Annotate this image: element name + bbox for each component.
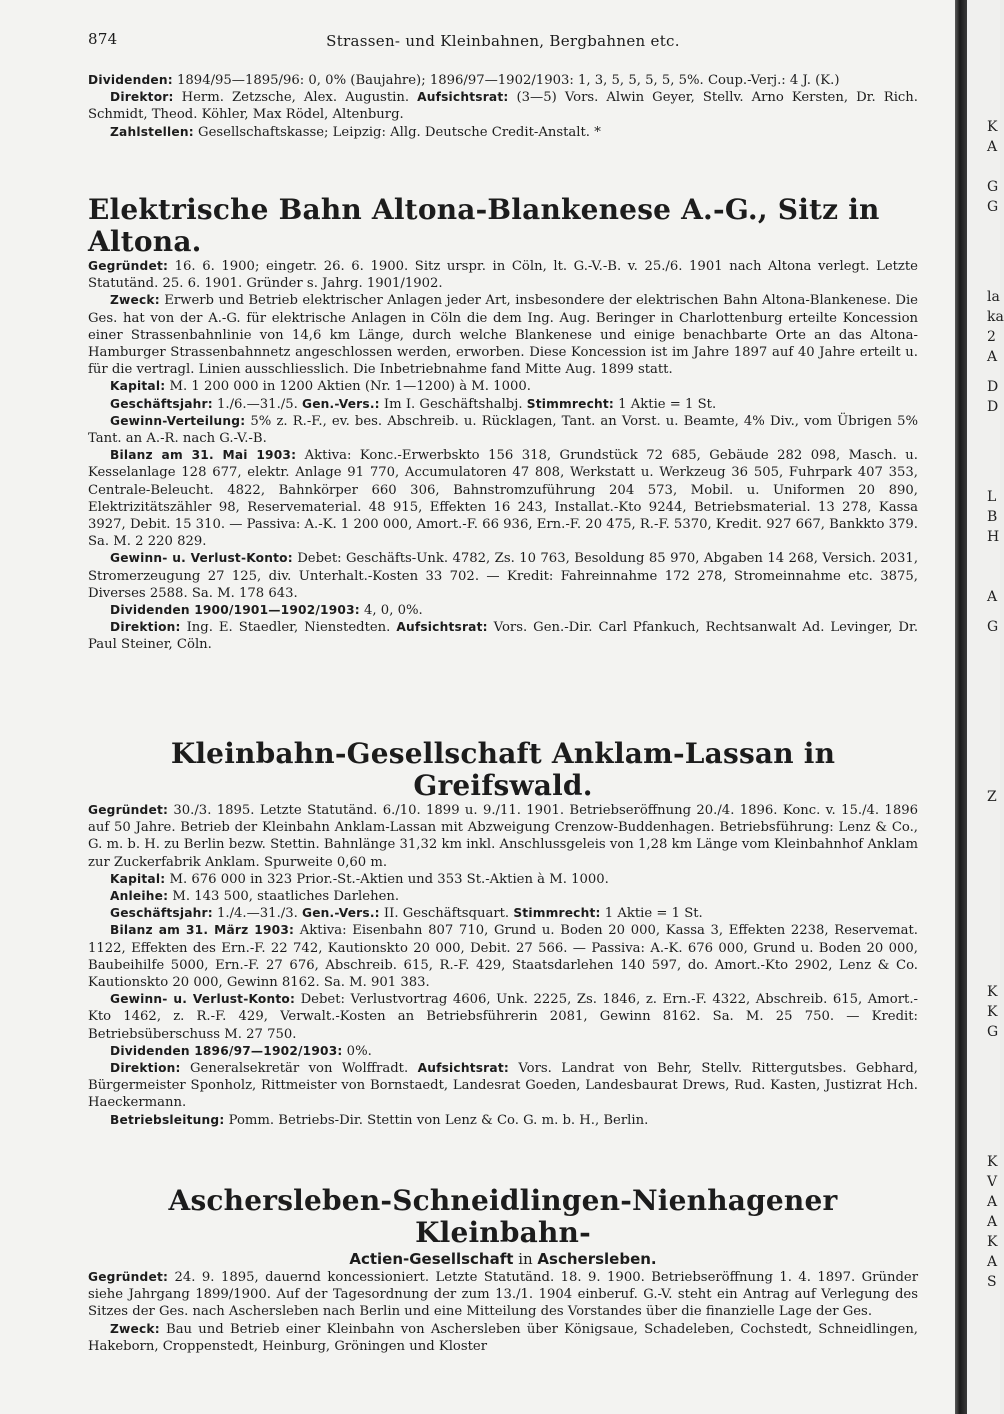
field-label: Dividenden 1896/97—1902/1903: [110,1043,343,1058]
edge-letter: S [987,1274,997,1290]
field-label: Gegründet: [88,1270,169,1284]
field-text: M. 1 200 000 in 1200 Aktien (Nr. 1—1200) à M. 1000. [165,379,531,395]
entry-paragraph [88,1043,918,1060]
edge-letter: D [987,379,999,395]
field-text: 16. 6. 1900; eingetr. 26. 6. 1900. Sitz urspr. in Cöln, lt. G.-V.-B. v. 25./6. 1901 nach Altona verlegt. Letzte Statutänd. 25. 6. 1901. Gründer s. Jahrg. 1901/1902. [88,259,918,292]
field-text: Pomm. Betriebs-Dir. Stettin von Lenz & Co. G. m. b. H., Berlin. [224,1112,649,1128]
dividends-line: Dividenden: 1894/95—1895/96: 0, 0% (Baujahre); 1896/97—1902/1903: 1, 3, 5, 5, 5, 5, 5%. Coup.-Verj.: 4 J. (K.) [88,73,840,88]
field-text: 1 Aktie = 1 St. [600,906,703,922]
field-label: Aufsichtsrat: [417,1061,509,1076]
edge-letter: K [987,119,998,135]
field-text: M. 143 500, staatliches Darlehen. [168,889,400,905]
company-title: Aschersleben-Schneidlingen-Nienhagener Kleinbahn- [168,1184,838,1249]
field-text: Im I. Geschäftshalbj. [379,396,527,412]
field-label: Direktion: [110,620,181,635]
entry-paragraph [88,258,918,292]
field-label: Gen.-Vers.: [301,906,380,921]
edge-letter: G [987,179,999,195]
entry-paragraph [88,292,918,378]
field-text: Debet: Verlustvortrag 4606, Unk. 2225, Zs. 1846, z. Ern.-F. 4322, Abschreib. 615, Amort.-Kto 1462, z. R.-F. 429, Verwalt.-Kosten an Betriebsführerin 2081, Gewinn 8162. Sa. M. 25 750. — Kredit: Betriebsüberschuss M. 27 750. [88,992,918,1042]
field-label: Bilanz am 31. Mai 1903: [110,448,297,463]
entry-paragraph [88,413,918,447]
entry-paragraph [88,619,918,653]
field-label: Zweck: [110,1321,160,1336]
edge-letter: A [987,589,998,605]
edge-letter: H [987,529,1000,545]
field-label: Kapital: [110,871,166,886]
adjacent-page-edge [967,0,1004,1414]
field-label: Anleihe: [110,889,169,904]
field-label: Geschäftsjahr: [110,396,213,411]
entry-paragraph [88,1269,918,1321]
field-text: 5% z. R.-F., ev. bes. Abschreib. u. Rücklagen, Tant. an Vorst. u. Beamte, 4% Div., vom Übrigen 5% Tant. an A.-R. nach G.-V.-B. [88,413,918,447]
edge-letter: B [987,509,998,525]
field-text: 1./4.—31./3. [212,906,302,922]
entry-paragraph [88,905,918,922]
company-title: Elektrische Bahn Altona-Blankenese A.-G., Sitz in Altona. [88,193,880,258]
entry-paragraph [88,550,918,602]
field-label: Gen.-Vers.: [301,396,380,411]
field-text: M. 676 000 in 323 Prior.-St.-Aktien und 353 St.-Aktien à M. 1000. [165,871,609,887]
field-label: Stimmrecht: [513,906,601,921]
field-text: 0%. [342,1043,372,1059]
edge-letter: V [987,1174,998,1190]
book-gutter [955,0,967,1414]
field-text: 24. 9. 1895, dauernd koncessioniert. Letzte Statutänd. 18. 9. 1900. Betriebseröffnung 1. 4. 1897. Gründer siehe Jahrgang 1899/1900. Auf der Tagesordnung der zum 13./1. 1904 einberuf. G.-V. steht ein Antrag auf Verlegung des Sitzes der Ges. nach Aschersleben nach Berlin und eine Mitteilung des Vorstandes über die finanzielle Lage der Ges. [88,1270,918,1320]
company-title: Kleinbahn-Gesellschaft Anklam-Lassan in Greifswald. [170,737,836,802]
entry-paragraph [88,1112,918,1129]
field-text: Erwerb und Betrieb elektrischer Anlagen jeder Art, insbesondere der elektrischen Bahn Altona-Blankenese. Die Ges. hat von der A.-G. für elektrische Anlagen in Cöln die dem Ing. Aug. Beringer in Charlottenburg erteilte Koncession einer Strassenbahnlinie von 14,6 km Länge, durch welche Blankenese und einige benachbarte Orte an das Altona-Hamburger Strassenbahnnetz angeschlossen werden, erworben. Diese Koncession ist im Jahre 1897 auf 40 Jahre erteilt u. für die vertragl. Linien ausschliesslich. Die Inbetriebnahme fand Mitte Aug. 1899 statt. [88,293,918,378]
field-label: Zweck: [110,293,160,308]
field-label: Kapital: [110,379,166,394]
field-text: 1./6.—31./5. [212,396,302,412]
paying-agents-line: Zahlstellen: Gesellschaftskasse; Leipzig: Allg. Deutsche Credit-Anstalt. * [110,124,601,140]
entry-paragraph [88,602,918,619]
edge-letter: K [987,984,998,1000]
entry-paragraph [88,991,918,1043]
field-label: Bilanz am 31. März 1903: [110,923,295,938]
edge-letter: A [987,1194,998,1210]
field-label: Geschäftsjahr: [110,906,213,921]
running-title: Strassen- und Kleinbahnen, Bergbahnen etc. [326,32,680,50]
company-entry-aschersleben [88,1185,918,1355]
entry-paragraph [88,871,918,888]
field-label: Stimmrecht: [526,396,614,411]
edge-letter: G [987,199,999,215]
company-entry-anklam-lassan [88,738,918,1129]
field-label: Gewinn- u. Verlust-Konto: [110,992,296,1007]
entry-paragraph [88,396,918,413]
edge-letter: 2 [987,329,996,345]
company-entry-altona-blankenese [88,194,918,654]
field-label: Gegründet: [88,259,169,273]
field-text: 1 Aktie = 1 St. [613,396,717,412]
field-label: Gewinn-Verteilung: [110,413,246,428]
page-number: 874 [88,30,118,48]
entry-paragraph [88,447,918,550]
director-line: Direktor: Herm. Zetzsche, Alex. Augustin. Aufsichtsrat: (3—5) Vors. Alwin Geyer, Stellv. Arno Kersten, Dr. Rich. Schmidt, Theod. Köhler, Max Rödel, Altenburg. [88,90,918,123]
entry-paragraph [88,888,918,905]
field-label: Gegründet: [88,803,169,817]
field-label: Betriebsleitung: [110,1112,225,1127]
edge-letter: ka [987,309,1004,325]
entry-paragraph [88,378,918,395]
field-text: Aktiva: Eisenbahn 807 710, Grund u. Boden 20 000, Kassa 3, Effekten 2238, Reservemat. 1122, Effekten des Ern.-F. 22 742, Kautionskto 20 000, Debit. 27 566. — Passiva: A.-K. 676 000, Grund u. Boden 20 000, Baubeihilfe 5000, Ern.-F. 27 676, Abschreib. 615, R.-F. 429, Staatsdarlehen 140 597, do. Amort.-Kto 2902, Lenz & Co. Kautionskto 20 000, Gewinn 8162. Sa. M. 901 383. [88,923,918,991]
running-header [88,30,918,54]
edge-letter: A [987,1214,998,1230]
field-text: 4, 0, 0%. [359,603,423,619]
company-subtitle: Actien-Gesellschaft in Aschersleben. [349,1250,657,1268]
field-text: Vors. Gen.-Dir. Carl Pfankuch, Rechtsanwalt Ad. Levinger, Dr. Paul Steiner, Cöln. [88,620,919,653]
edge-letter: K [987,1154,998,1170]
field-text: Bau und Betrieb einer Kleinbahn von Aschersleben über Königsaue, Schadeleben, Cochstedt, Schneidlingen, Hakeborn, Croppenstedt, Heinburg, Gröningen und Kloster [88,1321,918,1354]
field-text: Generalsekretär von Wolffradt. [180,1061,418,1077]
field-text: Ing. E. Staedler, Nienstedten. [180,620,397,636]
edge-letter: D [987,399,999,415]
entry-paragraph [88,802,918,871]
field-label: Direktion: [110,1061,181,1076]
entry-paragraph [88,1060,918,1112]
field-text: 30./3. 1895. Letzte Statutänd. 6./10. 1899 u. 9./11. 1901. Betriebseröffnung 20./4. 1896. Konc. v. 15./4. 1896 auf 50 Jahre. Betrieb der Kleinbahn Anklam-Lassan mit Abzweigung Crenzow-Buddenhagen. Betriebsführung: Lenz & Co., G. m. b. H. zu Berlin bezw. Stettin. Bahnlänge 31,32 km inkl. Anschlussgeleis von 1,28 km Länge vom Kleinbahnhof Anklam zur Zuckerfabrik Anklam. Spurweite 0,60 m. [88,803,918,870]
field-label: Gewinn- u. Verlust-Konto: [110,551,293,566]
edge-letter: A [987,1254,998,1270]
field-text: Debet: Geschäfts-Unk. 4782, Zs. 10 763, Besoldung 85 970, Abgaben 14 268, Versich. 2031, Stromerzeugung 27 125, div. Unterhalt.-Kosten 33 702. — Kredit: Fahreinnahme 172 278, Stromeinnahme etc. 3875, Diverses 2588. Sa. M. 178 643. [88,551,919,601]
field-text: Vors. Landrat von Behr, Stellv. Rittergutsbes. Gebhard, Bürgermeister Sponholz, Rittmeister von Bornstaedt, Landesrat Goeden, Landesbaurat Drews, Rud. Kasten, Justizrat Hch. Haeckermann. [88,1061,918,1111]
previous-entry [88,72,918,141]
field-text: Aktiva: Konc.-Erwerbskto 156 318, Grundstück 72 685, Gebäude 282 098, Masch. u. Kesselanlage 128 677, elektr. Anlage 91 770, Accumulatoren 47 808, Werkstatt u. Werkzeug 36 505, Fuhrpark 407 353, Centrale-Beleucht. 4822, Bahnkörper 660 306, Bahnstromzuführung 204 573, Mobil. u. Uniformen 20 890, Elektrizitätszähler 98, Reservematerial. 48 915, Effekten 16 243, Installat.-Kto 9244, Betriebsmaterial. 13 278, Kassa 3927, Debit. 15 310. — Passiva: A.-K. 1 200 000, Amort.-F. 66 936, Ern.-F. 20 475, R.-F. 5370, Kredit. 927 667, Bankkto 379. Sa. M. 2 220 829. [88,448,918,550]
edge-letter: Z [987,789,997,805]
edge-letter: A [987,349,998,365]
field-text: II. Geschäftsquart. [379,906,514,922]
edge-letter: L [987,489,997,505]
edge-letter: A [987,139,998,155]
edge-letter: K [987,1004,998,1020]
entry-paragraph [88,922,918,991]
field-label: Aufsichtsrat: [396,620,488,635]
edge-letter: G [987,1024,999,1040]
field-label: Dividenden 1900/1901—1902/1903: [110,603,360,618]
edge-letter: la [987,289,1000,305]
edge-letter: K [987,1234,998,1250]
entry-body [88,258,918,654]
entry-paragraph [88,1321,918,1355]
entry-body [88,802,918,1129]
entry-body [88,1269,918,1355]
edge-letter: G [987,619,999,635]
